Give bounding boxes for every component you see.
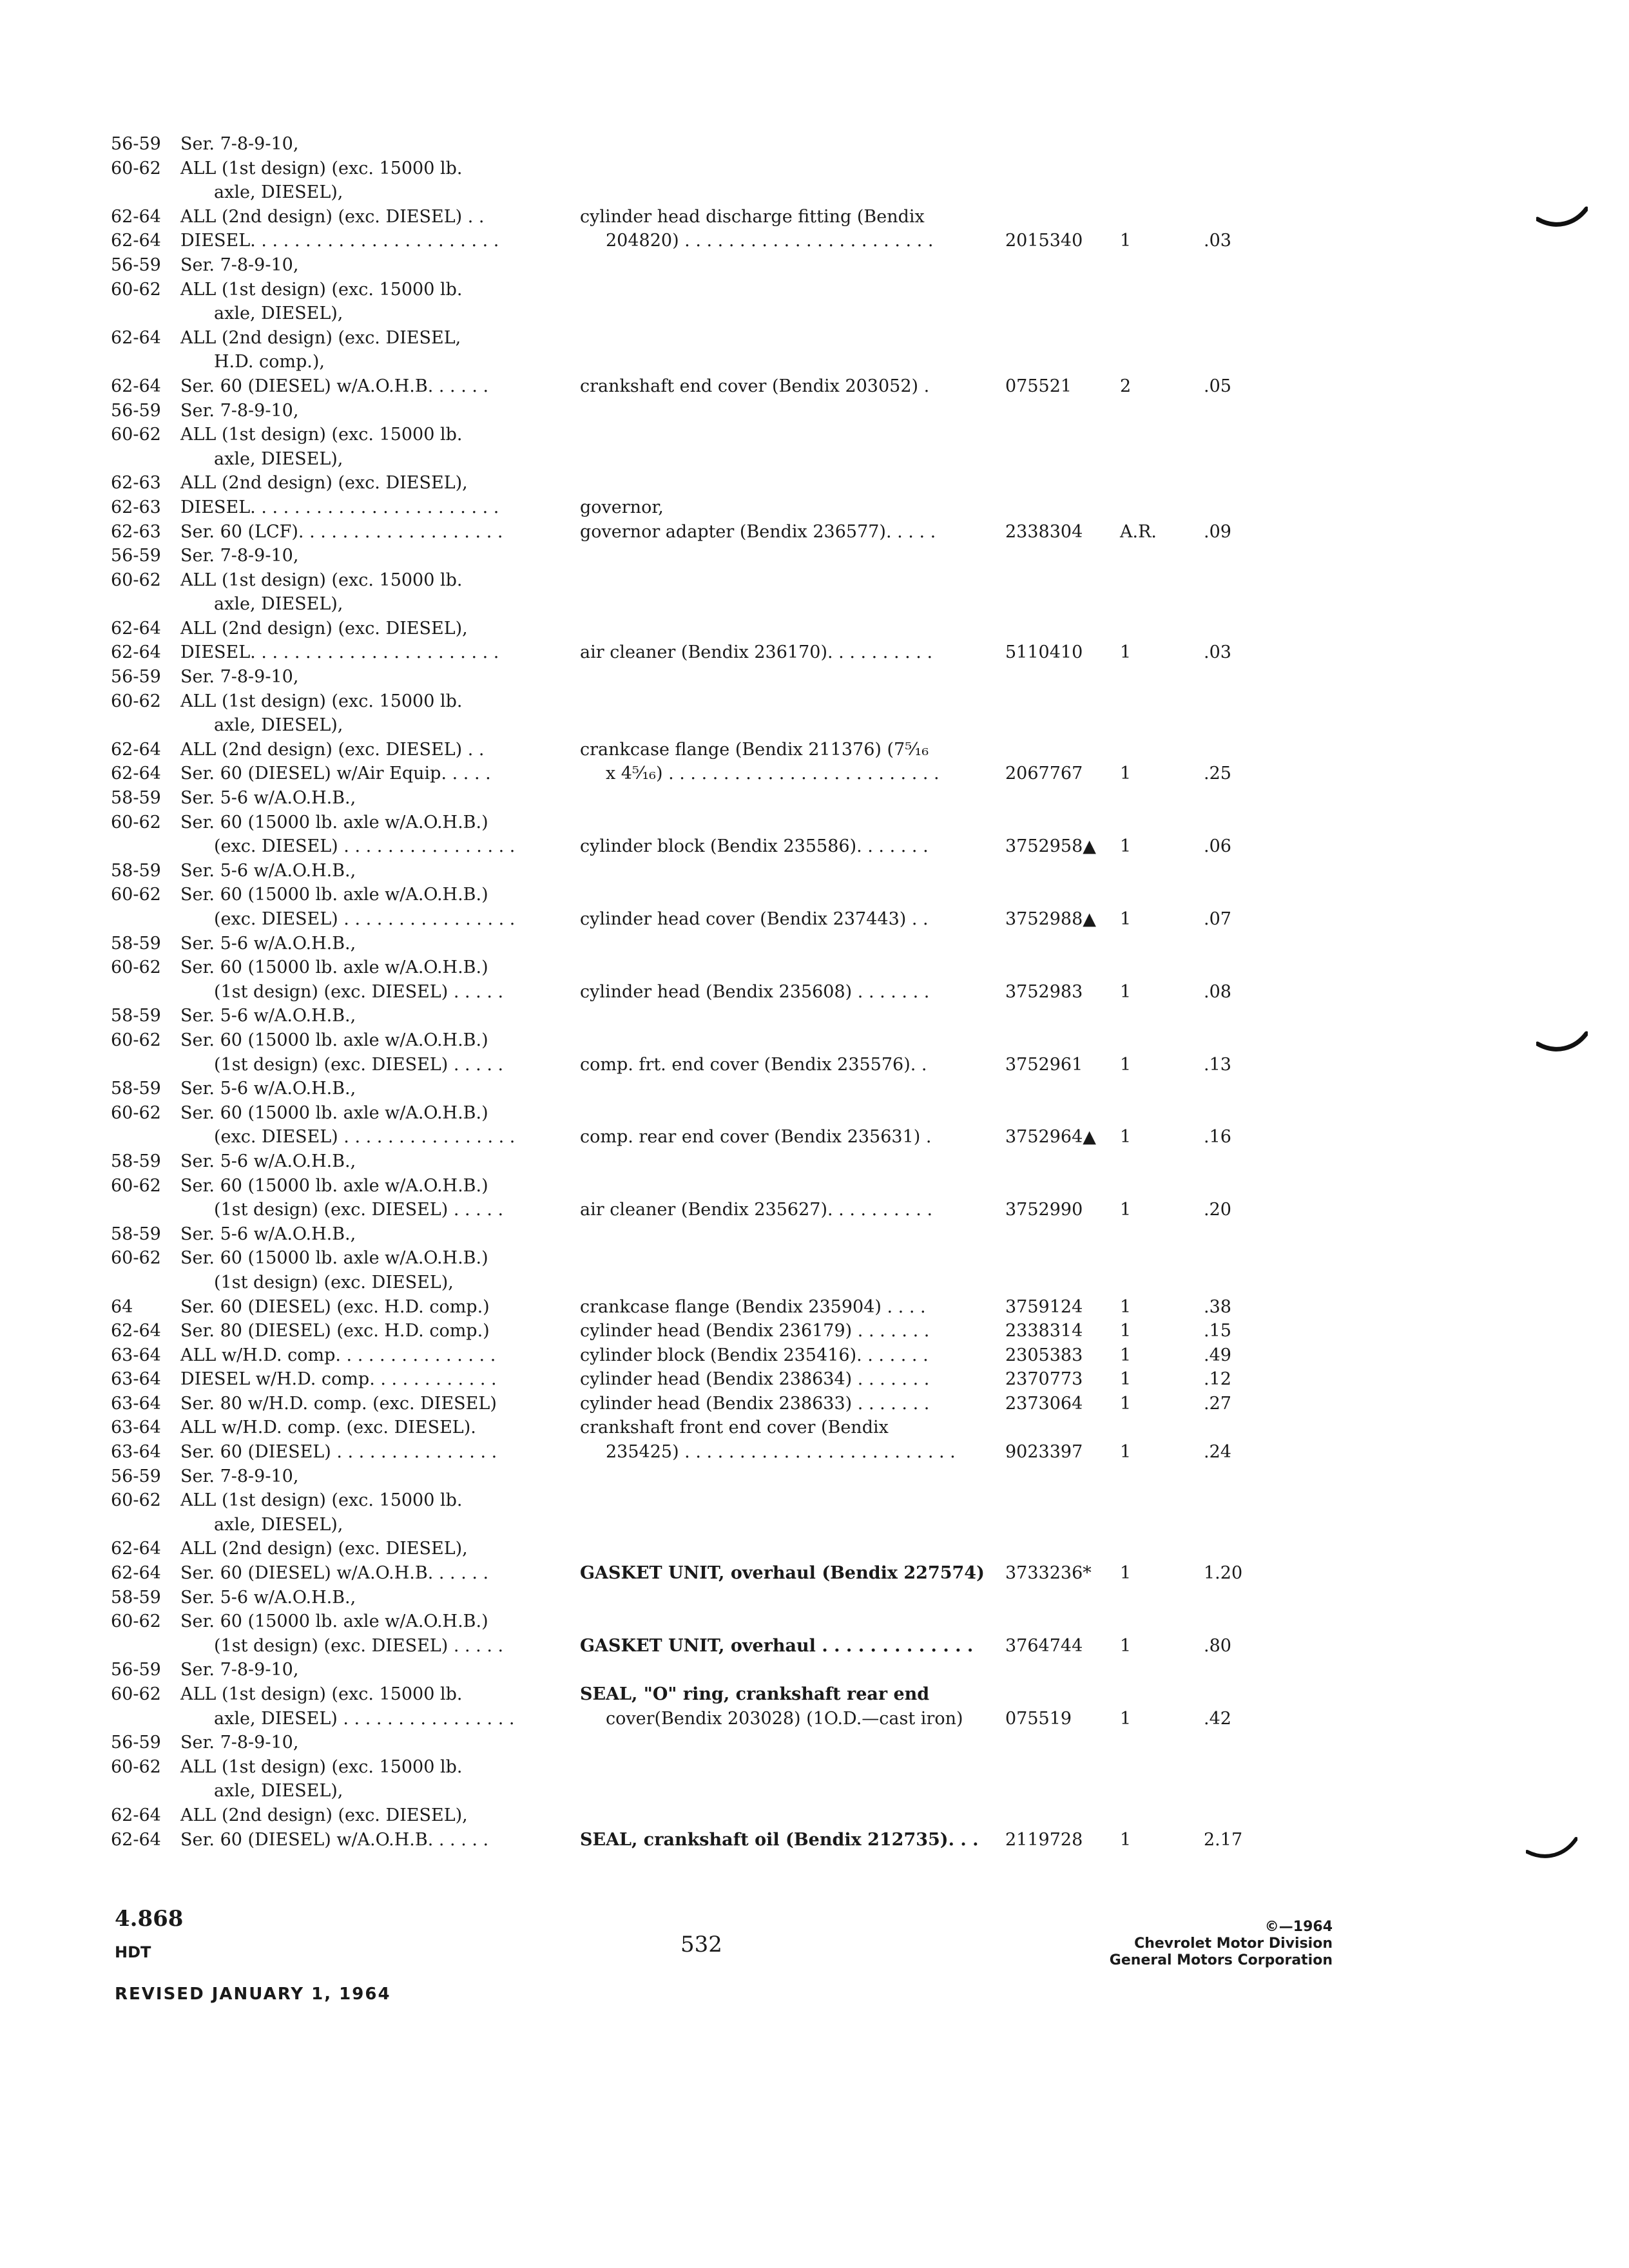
- table-row: [0, 1416, 1629, 1440]
- part-number: 5110410: [1005, 642, 1083, 663]
- table-row: [0, 713, 1629, 738]
- application: DIESEL w/H.D. comp. . . . . . . . . . . .: [180, 1369, 497, 1390]
- model-years: 60-62: [111, 279, 161, 300]
- model-years: 62-64: [111, 1829, 161, 1850]
- application: (exc. DIESEL) . . . . . . . . . . . . . . . .: [214, 1127, 516, 1148]
- part-number: 2370773: [1005, 1369, 1083, 1390]
- model-years: 56-59: [111, 1660, 161, 1680]
- application: ALL (1st design) (exc. 15000 lb.: [180, 1490, 463, 1511]
- model-years: 62-64: [111, 642, 161, 663]
- price: 1.20: [1204, 1563, 1243, 1584]
- part-number: 3752961: [1005, 1054, 1083, 1075]
- table-row: [0, 423, 1629, 447]
- model-years: 63-64: [111, 1345, 161, 1365]
- model-code: HDT: [115, 1943, 151, 1961]
- application: Ser. 60 (DIESEL) w/A.O.H.B. . . . . .: [180, 376, 489, 396]
- table-row: [0, 1682, 1629, 1707]
- model-years: 62-64: [111, 1321, 161, 1341]
- table-row: [0, 1149, 1629, 1174]
- table-row: [0, 1707, 1629, 1731]
- model-years: 60-62: [111, 812, 161, 832]
- quantity: 1: [1120, 1635, 1132, 1656]
- application: Ser. 80 w/H.D. comp. (exc. DIESEL): [180, 1393, 497, 1414]
- application: Ser. 5-6 w/A.O.H.B.,: [180, 933, 356, 954]
- part-number: 3752990: [1005, 1200, 1083, 1220]
- application: Ser. 60 (15000 lb. axle w/A.O.H.B.): [180, 957, 488, 978]
- table-row: [0, 834, 1629, 859]
- description: x 4⁵⁄₁₆) . . . . . . . . . . . . . . . . . . . . . . . . .: [606, 764, 940, 784]
- model-years: 63-64: [111, 1393, 161, 1414]
- price: .24: [1204, 1442, 1231, 1463]
- application: (1st design) (exc. DIESEL),: [214, 1272, 454, 1293]
- part-number: 2373064: [1005, 1393, 1083, 1414]
- description: SEAL, crankshaft oil (Bendix 212735). . .: [580, 1829, 979, 1850]
- model-years: 58-59: [111, 860, 161, 881]
- description: governor adapter (Bendix 236577). . . . .: [580, 521, 936, 542]
- application: (exc. DIESEL) . . . . . . . . . . . . . . . .: [214, 909, 516, 929]
- part-number: 2338304: [1005, 521, 1083, 542]
- table-row: [0, 1392, 1629, 1416]
- description: comp. rear end cover (Bendix 235631) .: [580, 1127, 932, 1148]
- model-years: 62-64: [111, 1539, 161, 1559]
- application: Ser. 7-8-9-10,: [180, 546, 299, 566]
- table-row: [0, 1222, 1629, 1247]
- part-number: 3764744: [1005, 1635, 1083, 1656]
- application: Ser. 60 (DIESEL) w/Air Equip. . . . .: [180, 764, 491, 784]
- table-row: [0, 544, 1629, 568]
- table-row: [0, 1198, 1629, 1222]
- application: ALL (2nd design) (exc. DIESEL) . .: [180, 206, 485, 227]
- model-years: 60-62: [111, 1175, 161, 1196]
- table-row: [0, 1343, 1629, 1368]
- price: .07: [1204, 909, 1231, 929]
- application: ALL (1st design) (exc. 15000 lb.: [180, 279, 463, 300]
- table-row: [0, 1755, 1629, 1780]
- application: DIESEL. . . . . . . . . . . . . . . . . . . . . . .: [180, 497, 499, 517]
- description: comp. frt. end cover (Bendix 235576). .: [580, 1054, 927, 1075]
- application: ALL (2nd design) (exc. DIESEL),: [180, 1805, 468, 1825]
- application: (exc. DIESEL) . . . . . . . . . . . . . . . .: [214, 836, 516, 857]
- table-row: [0, 447, 1629, 472]
- table-row: [0, 689, 1629, 714]
- price: .08: [1204, 981, 1231, 1002]
- model-years: 60-62: [111, 1756, 161, 1777]
- quantity: 1: [1120, 1321, 1132, 1341]
- table-row: [0, 592, 1629, 617]
- description: crankcase flange (Bendix 235904) . . . .: [580, 1296, 926, 1317]
- table-row: [0, 568, 1629, 593]
- description: cylinder head (Bendix 238634) . . . . . . .: [580, 1369, 930, 1390]
- part-number: 3759124: [1005, 1296, 1083, 1317]
- copyright-year: ©—1964: [1264, 1919, 1333, 1935]
- model-years: 63-64: [111, 1418, 161, 1438]
- page-footer: [0, 1906, 1629, 2035]
- model-years: 58-59: [111, 933, 161, 954]
- model-years: 56-59: [111, 255, 161, 275]
- application: (1st design) (exc. DIESEL) . . . . .: [214, 981, 504, 1002]
- table-row: [0, 1271, 1629, 1295]
- table-row: [0, 811, 1629, 835]
- table-row: [0, 1731, 1629, 1755]
- part-number: 9023397: [1005, 1442, 1083, 1463]
- application: Ser. 60 (15000 lb. axle w/A.O.H.B.): [180, 1102, 488, 1123]
- table-row: [0, 640, 1629, 665]
- model-years: 64: [111, 1296, 133, 1317]
- application: axle, DIESEL),: [214, 303, 343, 324]
- table-row: [0, 1513, 1629, 1537]
- model-years: 62-64: [111, 618, 161, 639]
- description: cover(Bendix 203028) (1O.D.—cast iron): [606, 1708, 963, 1729]
- table-row: [0, 883, 1629, 907]
- model-years: 58-59: [111, 788, 161, 809]
- table-row: [0, 399, 1629, 423]
- model-years: 60-62: [111, 1030, 161, 1050]
- application: ALL (2nd design) (exc. DIESEL),: [180, 618, 468, 639]
- quantity: 1: [1120, 642, 1132, 663]
- margin-mark-bottom: [1526, 1836, 1577, 1862]
- application: ALL (2nd design) (exc. DIESEL,: [180, 327, 461, 348]
- model-years: 60-62: [111, 957, 161, 978]
- quantity: 1: [1120, 1054, 1132, 1075]
- model-years: 60-62: [111, 691, 161, 711]
- section-code: 4.868: [115, 1906, 184, 1932]
- model-years: 62-64: [111, 376, 161, 396]
- application: ALL (1st design) (exc. 15000 lb.: [180, 158, 463, 178]
- application: ALL (1st design) (exc. 15000 lb.: [180, 1684, 463, 1704]
- table-row: [0, 180, 1629, 205]
- part-number: 3752983: [1005, 981, 1083, 1002]
- price: 2.17: [1204, 1829, 1243, 1850]
- application: Ser. 5-6 w/A.O.H.B.,: [180, 1006, 356, 1026]
- table-row: [0, 1658, 1629, 1682]
- part-number: 2015340: [1005, 231, 1083, 251]
- application: Ser. 5-6 w/A.O.H.B.,: [180, 860, 356, 881]
- application: (1st design) (exc. DIESEL) . . . . .: [214, 1200, 504, 1220]
- model-years: 58-59: [111, 1079, 161, 1099]
- price: .20: [1204, 1200, 1231, 1220]
- description: cylinder block (Bendix 235586). . . . . . .: [580, 836, 929, 857]
- description: cylinder block (Bendix 235416). . . . . . .: [580, 1345, 929, 1365]
- table-row: [0, 1367, 1629, 1392]
- table-row: [0, 1440, 1629, 1465]
- table-row: [0, 1488, 1629, 1513]
- part-number: 3752988▲: [1005, 909, 1097, 929]
- table-row: [0, 1828, 1629, 1852]
- application: Ser. 60 (LCF). . . . . . . . . . . . . . . . . . .: [180, 521, 503, 542]
- price: .38: [1204, 1296, 1231, 1317]
- copyright-block: [1110, 1919, 1333, 1969]
- quantity: A.R.: [1120, 521, 1157, 542]
- price: .12: [1204, 1369, 1231, 1390]
- model-years: 56-59: [111, 667, 161, 687]
- quantity: 1: [1120, 909, 1132, 929]
- price: .80: [1204, 1635, 1231, 1656]
- table-row: [0, 1101, 1629, 1126]
- application: Ser. 60 (15000 lb. axle w/A.O.H.B.): [180, 1030, 488, 1050]
- quantity: 1: [1120, 1200, 1132, 1220]
- table-row: [0, 1779, 1629, 1803]
- model-years: 60-62: [111, 158, 161, 178]
- table-row: [0, 1537, 1629, 1561]
- table-row: [0, 229, 1629, 253]
- model-years: 62-64: [111, 327, 161, 348]
- application: Ser. 60 (DIESEL) . . . . . . . . . . . . . . .: [180, 1442, 497, 1463]
- copyright-corporation: General Motors Corporation: [1109, 1952, 1333, 1968]
- description: governor,: [580, 497, 664, 517]
- quantity: 1: [1120, 981, 1132, 1002]
- description: cylinder head (Bendix 236179) . . . . . . .: [580, 1321, 930, 1341]
- price: .49: [1204, 1345, 1231, 1365]
- price: .09: [1204, 521, 1231, 542]
- model-years: 63-64: [111, 1369, 161, 1390]
- application: Ser. 60 (DIESEL) (exc. H.D. comp.): [180, 1296, 490, 1317]
- part-number: 075521: [1005, 376, 1072, 396]
- price: .05: [1204, 376, 1231, 396]
- table-row: [0, 786, 1629, 811]
- application: Ser. 60 (DIESEL) w/A.O.H.B. . . . . .: [180, 1829, 489, 1850]
- model-years: 62-63: [111, 497, 161, 517]
- quantity: 1: [1120, 1829, 1132, 1850]
- model-years: 62-64: [111, 1805, 161, 1825]
- description: GASKET UNIT, overhaul (Bendix 227574): [580, 1563, 985, 1584]
- price: .42: [1204, 1708, 1231, 1729]
- model-years: 60-62: [111, 1490, 161, 1511]
- part-number: 3752958▲: [1005, 836, 1097, 857]
- table-row: [0, 1465, 1629, 1489]
- margin-mark-middle: [1536, 1030, 1588, 1055]
- application: Ser. 60 (15000 lb. axle w/A.O.H.B.): [180, 812, 488, 832]
- table-row: [0, 1174, 1629, 1198]
- application: ALL w/H.D. comp. (exc. DIESEL).: [180, 1418, 476, 1438]
- part-number: 3733236*: [1005, 1563, 1092, 1584]
- part-number: 2119728: [1005, 1829, 1083, 1850]
- model-years: 60-62: [111, 1611, 161, 1632]
- application: Ser. 5-6 w/A.O.H.B.,: [180, 1224, 356, 1244]
- price: .16: [1204, 1127, 1231, 1148]
- model-years: 56-59: [111, 400, 161, 421]
- table-row: [0, 762, 1629, 786]
- table-row: [0, 1028, 1629, 1053]
- quantity: 1: [1120, 836, 1132, 857]
- price: .03: [1204, 642, 1231, 663]
- parts-catalog-table: [0, 132, 1629, 1852]
- revision-date: REVISED JANUARY 1, 1964: [115, 1984, 391, 2004]
- table-row: [0, 520, 1629, 544]
- model-years: 56-59: [111, 546, 161, 566]
- model-years: 56-59: [111, 1466, 161, 1486]
- model-years: 58-59: [111, 1587, 161, 1608]
- description: crankshaft end cover (Bendix 203052) .: [580, 376, 930, 396]
- price: .03: [1204, 231, 1231, 251]
- model-years: 58-59: [111, 1151, 161, 1171]
- table-row: [0, 1319, 1629, 1343]
- application: Ser. 60 (15000 lb. axle w/A.O.H.B.): [180, 885, 488, 905]
- model-years: 62-64: [111, 1563, 161, 1584]
- application: Ser. 5-6 w/A.O.H.B.,: [180, 1587, 356, 1608]
- application: axle, DIESEL),: [214, 448, 343, 469]
- model-years: 60-62: [111, 885, 161, 905]
- description: 235425) . . . . . . . . . . . . . . . . . . . . . . . . .: [606, 1442, 956, 1463]
- table-row: [0, 980, 1629, 1004]
- table-row: [0, 132, 1629, 157]
- table-row: [0, 1246, 1629, 1271]
- table-row: [0, 495, 1629, 520]
- model-years: 62-64: [111, 231, 161, 251]
- table-row: [0, 157, 1629, 181]
- application: ALL (1st design) (exc. 15000 lb.: [180, 570, 463, 590]
- quantity: 1: [1120, 764, 1132, 784]
- application: (1st design) (exc. DIESEL) . . . . .: [214, 1054, 504, 1075]
- application: Ser. 7-8-9-10,: [180, 1733, 299, 1753]
- application: (1st design) (exc. DIESEL) . . . . .: [214, 1635, 504, 1656]
- table-row: [0, 1803, 1629, 1828]
- model-years: 58-59: [111, 1224, 161, 1244]
- quantity: 1: [1120, 1393, 1132, 1414]
- copyright-division: Chevrolet Motor Division: [1134, 1936, 1333, 1952]
- application: ALL w/H.D. comp. . . . . . . . . . . . . . .: [180, 1345, 496, 1365]
- part-number: 3752964▲: [1005, 1127, 1097, 1148]
- table-row: [0, 205, 1629, 229]
- table-row: [0, 1634, 1629, 1658]
- part-number: 2067767: [1005, 764, 1083, 784]
- application: Ser. 60 (15000 lb. axle w/A.O.H.B.): [180, 1175, 488, 1196]
- description: cylinder head discharge fitting (Bendix: [580, 206, 925, 227]
- table-row: [0, 1077, 1629, 1101]
- model-years: 56-59: [111, 1733, 161, 1753]
- application: Ser. 5-6 w/A.O.H.B.,: [180, 788, 356, 809]
- model-years: 62-64: [111, 739, 161, 760]
- application: H.D. comp.),: [214, 352, 325, 372]
- part-number: 2305383: [1005, 1345, 1083, 1365]
- table-row: [0, 1295, 1629, 1320]
- table-row: [0, 1561, 1629, 1586]
- page-number: 532: [680, 1932, 722, 1957]
- description: cylinder head (Bendix 235608) . . . . . . .: [580, 981, 930, 1002]
- application: ALL (2nd design) (exc. DIESEL) . .: [180, 739, 485, 760]
- table-row: [0, 738, 1629, 762]
- application: Ser. 7-8-9-10,: [180, 1660, 299, 1680]
- application: Ser. 80 (DIESEL) (exc. H.D. comp.): [180, 1321, 490, 1341]
- description: air cleaner (Bendix 235627). . . . . . . . . .: [580, 1200, 933, 1220]
- model-years: 63-64: [111, 1442, 161, 1463]
- price: .15: [1204, 1321, 1231, 1341]
- application: Ser. 7-8-9-10,: [180, 400, 299, 421]
- application: ALL (1st design) (exc. 15000 lb.: [180, 691, 463, 711]
- price: .13: [1204, 1054, 1231, 1075]
- table-row: [0, 1610, 1629, 1634]
- application: axle, DIESEL),: [214, 1514, 343, 1535]
- table-row: [0, 302, 1629, 326]
- table-row: [0, 1004, 1629, 1028]
- description: SEAL, "O" ring, crankshaft rear end: [580, 1684, 930, 1704]
- margin-mark-top: [1536, 205, 1588, 231]
- model-years: 62-64: [111, 764, 161, 784]
- application: Ser. 60 (15000 lb. axle w/A.O.H.B.): [180, 1248, 488, 1269]
- table-row: [0, 617, 1629, 641]
- quantity: 1: [1120, 1442, 1132, 1463]
- application: axle, DIESEL),: [214, 182, 343, 203]
- quantity: 1: [1120, 231, 1132, 251]
- model-years: 62-63: [111, 473, 161, 494]
- description: crankcase flange (Bendix 211376) (7⁵⁄₁₆: [580, 739, 929, 760]
- price: .25: [1204, 764, 1231, 784]
- quantity: 1: [1120, 1345, 1132, 1365]
- description: air cleaner (Bendix 236170). . . . . . . . . .: [580, 642, 933, 663]
- model-years: 58-59: [111, 1006, 161, 1026]
- application: Ser. 7-8-9-10,: [180, 134, 299, 154]
- table-row: [0, 350, 1629, 374]
- description: cylinder head cover (Bendix 237443) . .: [580, 909, 929, 929]
- model-years: 60-62: [111, 570, 161, 590]
- model-years: 60-62: [111, 1248, 161, 1269]
- table-row: [0, 1125, 1629, 1149]
- quantity: 1: [1120, 1708, 1132, 1729]
- application: axle, DIESEL),: [214, 715, 343, 736]
- application: ALL (1st design) (exc. 15000 lb.: [180, 425, 463, 445]
- model-years: 60-62: [111, 1684, 161, 1704]
- description: cylinder head (Bendix 238633) . . . . . . .: [580, 1393, 930, 1414]
- application: DIESEL. . . . . . . . . . . . . . . . . . . . . . .: [180, 231, 499, 251]
- application: Ser. 7-8-9-10,: [180, 667, 299, 687]
- table-row: [0, 907, 1629, 932]
- price: .06: [1204, 836, 1231, 857]
- application: Ser. 5-6 w/A.O.H.B.,: [180, 1079, 356, 1099]
- table-row: [0, 278, 1629, 302]
- application: Ser. 7-8-9-10,: [180, 255, 299, 275]
- table-row: [0, 471, 1629, 495]
- application: Ser. 7-8-9-10,: [180, 1466, 299, 1486]
- quantity: 1: [1120, 1369, 1132, 1390]
- quantity: 1: [1120, 1563, 1132, 1584]
- application: ALL (2nd design) (exc. DIESEL),: [180, 473, 468, 494]
- application: Ser. 60 (DIESEL) w/A.O.H.B. . . . . .: [180, 1563, 489, 1584]
- description: crankshaft front end cover (Bendix: [580, 1418, 889, 1438]
- quantity: 1: [1120, 1127, 1132, 1148]
- table-row: [0, 932, 1629, 956]
- application: axle, DIESEL),: [214, 1781, 343, 1802]
- description: 204820) . . . . . . . . . . . . . . . . . . . . . . .: [606, 231, 934, 251]
- table-row: [0, 1586, 1629, 1610]
- model-years: 62-64: [111, 206, 161, 227]
- description: GASKET UNIT, overhaul . . . . . . . . . . . . .: [580, 1635, 974, 1656]
- model-years: 60-62: [111, 425, 161, 445]
- table-row: [0, 1053, 1629, 1077]
- application: axle, DIESEL) . . . . . . . . . . . . . . . .: [214, 1708, 515, 1729]
- part-number: 2338314: [1005, 1321, 1083, 1341]
- table-row: [0, 956, 1629, 980]
- table-row: [0, 253, 1629, 278]
- quantity: 2: [1120, 376, 1132, 396]
- application: ALL (1st design) (exc. 15000 lb.: [180, 1756, 463, 1777]
- table-row: [0, 665, 1629, 689]
- table-row: [0, 374, 1629, 399]
- table-row: [0, 326, 1629, 351]
- application: Ser. 60 (15000 lb. axle w/A.O.H.B.): [180, 1611, 488, 1632]
- table-row: [0, 859, 1629, 883]
- application: ALL (2nd design) (exc. DIESEL),: [180, 1539, 468, 1559]
- model-years: 56-59: [111, 134, 161, 154]
- model-years: 62-63: [111, 521, 161, 542]
- part-number: 075519: [1005, 1708, 1072, 1729]
- application: DIESEL. . . . . . . . . . . . . . . . . . . . . . .: [180, 642, 499, 663]
- quantity: 1: [1120, 1296, 1132, 1317]
- model-years: 60-62: [111, 1102, 161, 1123]
- price: .27: [1204, 1393, 1231, 1414]
- application: axle, DIESEL),: [214, 594, 343, 615]
- application: Ser. 5-6 w/A.O.H.B.,: [180, 1151, 356, 1171]
